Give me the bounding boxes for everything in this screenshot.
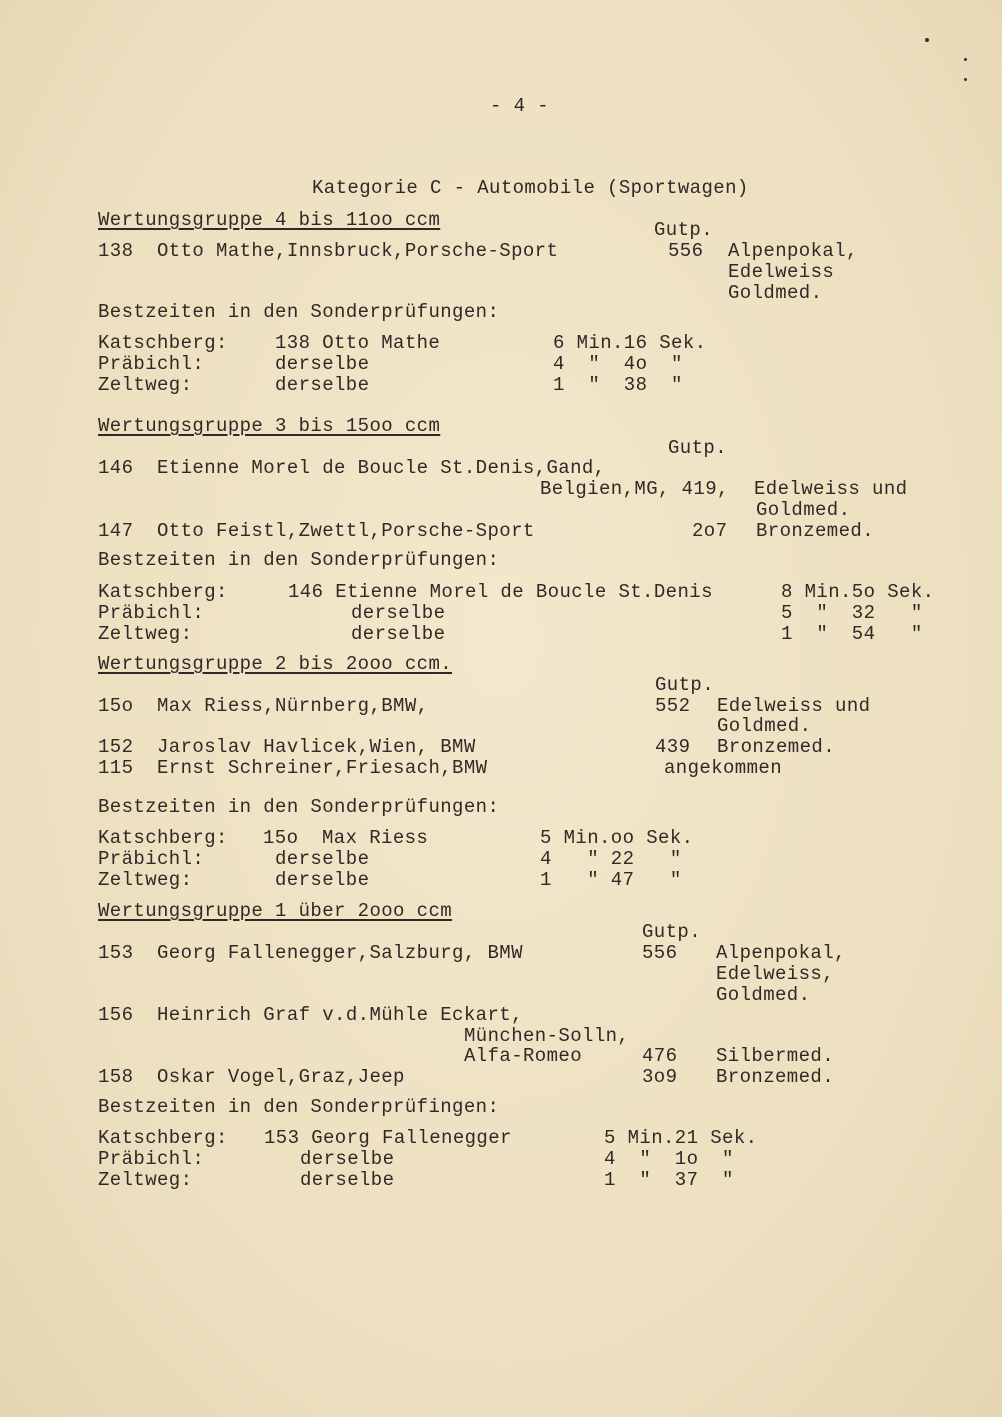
best-time-stage: Katschberg: [98,827,228,849]
best-time-value: 4 " 1o " [604,1148,734,1170]
entry-line: 147 Otto Feistl,Zwettl,Porsche-Sport [98,520,535,542]
paper-speck [964,58,967,61]
group-title: Wertungsgruppe 2 bis 2ooo ccm. [98,653,453,675]
entry-award: Silbermed. [716,1045,835,1067]
entry-points: 439 [655,736,691,758]
entry-award: Goldmed. [716,984,811,1006]
best-time-stage: Präbichl: [98,848,205,870]
best-time-driver: derselbe [275,374,370,396]
entry-award: Edelweiss [728,261,835,283]
entry-line: 115 Ernst Schreiner,Friesach,BMW [98,757,488,779]
best-time-value: 4 " 4o " [553,353,683,375]
paper-speck [925,38,929,42]
entry-line: 153 Georg Fallenegger,Salzburg, BMW [98,942,523,964]
category-heading: Kategorie C - Automobile (Sportwagen) [312,177,749,199]
entry-award: angekommen [664,757,783,779]
best-time-stage: Präbichl: [98,353,205,375]
group-title: Wertungsgruppe 4 bis 11oo ccm [98,209,441,231]
entry-points: 2o7 [692,520,728,542]
entry-line: 156 Heinrich Graf v.d.Mühle Eckart, [98,1004,523,1026]
entry-award: Bronzemed. [716,1066,835,1088]
best-time-stage: Zeltweg: [98,1169,193,1191]
best-time-driver: 153 Georg Fallenegger [264,1127,512,1149]
best-times-label: Bestzeiten in den Sonderprüfungen: [98,549,500,571]
best-time-driver: 15o Max Riess [263,827,429,849]
entry-line: 152 Jaroslav Havlicek,Wien, BMW [98,736,476,758]
best-time-value: 1 " 38 " [553,374,683,396]
best-time-driver: derselbe [275,848,370,870]
best-times-label: Bestzeiten in den Sonderprüfingen: [98,1096,500,1118]
best-time-driver: derselbe [300,1148,395,1170]
entry-line: 138 Otto Mathe,Innsbruck,Porsche-Sport [98,240,559,262]
best-time-stage: Zeltweg: [98,623,193,645]
entry-points: 552 [655,695,691,717]
entry-line: 15o Max Riess,Nürnberg,BMW, [98,695,429,717]
entry-award: Alpenpokal, [716,942,846,964]
best-time-stage: Katschberg: [98,1127,228,1149]
best-time-value: 5 Min.oo Sek. [540,827,694,849]
best-time-value: 5 " 32 " [781,602,923,624]
best-times-label: Bestzeiten in den Sonderprüfungen: [98,796,500,818]
best-time-value: 1 " 54 " [781,623,923,645]
entry-award: Alpenpokal, [728,240,858,262]
entry-points: 556 [642,942,678,964]
entry-award: Goldmed. [756,499,851,521]
gutp-label: Gutp. [654,219,714,241]
entry-line: 158 Oskar Vogel,Graz,Jeep [98,1066,405,1088]
gutp-label: Gutp. [642,921,702,943]
best-time-value: 5 Min.21 Sek. [604,1127,758,1149]
group-title: Wertungsgruppe 3 bis 15oo ccm [98,415,441,437]
entry-award: Edelweiss, [716,963,835,985]
entry-award: Bronzemed. [756,520,875,542]
best-time-value: 1 " 37 " [604,1169,734,1191]
gutp-label: Gutp. [668,437,728,459]
entry-line: Belgien,MG, 419, [540,478,729,500]
entry-points: 556 [668,240,704,262]
paper-speck [964,78,967,81]
best-time-stage: Präbichl: [98,1148,205,1170]
best-time-stage: Präbichl: [98,602,205,624]
entry-line: Alfa-Romeo [464,1045,583,1067]
best-time-stage: Katschberg: [98,332,228,354]
entry-award: Edelweiss und [754,478,908,500]
page-number: - 4 - [490,95,550,117]
best-time-driver: derselbe [275,353,370,375]
best-time-stage: Zeltweg: [98,869,193,891]
best-time-stage: Zeltweg: [98,374,193,396]
best-time-driver: 146 Etienne Morel de Boucle St.Denis [288,581,713,603]
best-time-driver: derselbe [351,602,446,624]
best-times-label: Bestzeiten in den Sonderprüfungen: [98,301,500,323]
entry-line: München-Solln, [464,1025,630,1047]
best-time-driver: derselbe [351,623,446,645]
entry-points: 476 [642,1045,678,1067]
best-time-driver: derselbe [300,1169,395,1191]
best-time-value: 6 Min.16 Sek. [553,332,707,354]
best-time-driver: 138 Otto Mathe [275,332,441,354]
best-time-value: 4 " 22 " [540,848,682,870]
entry-line: 146 Etienne Morel de Boucle St.Denis,Gand, [98,457,606,479]
entry-points: 3o9 [642,1066,678,1088]
entry-award: Edelweiss und [717,695,871,717]
gutp-label: Gutp. [655,674,715,696]
entry-award: Goldmed. [717,715,812,737]
best-time-value: 1 " 47 " [540,869,682,891]
entry-award: Goldmed. [728,282,823,304]
best-time-driver: derselbe [275,869,370,891]
entry-award: Bronzemed. [717,736,836,758]
best-time-stage: Katschberg: [98,581,228,603]
best-time-value: 8 Min.5o Sek. [781,581,935,603]
group-title: Wertungsgruppe 1 über 2ooo ccm [98,900,453,922]
